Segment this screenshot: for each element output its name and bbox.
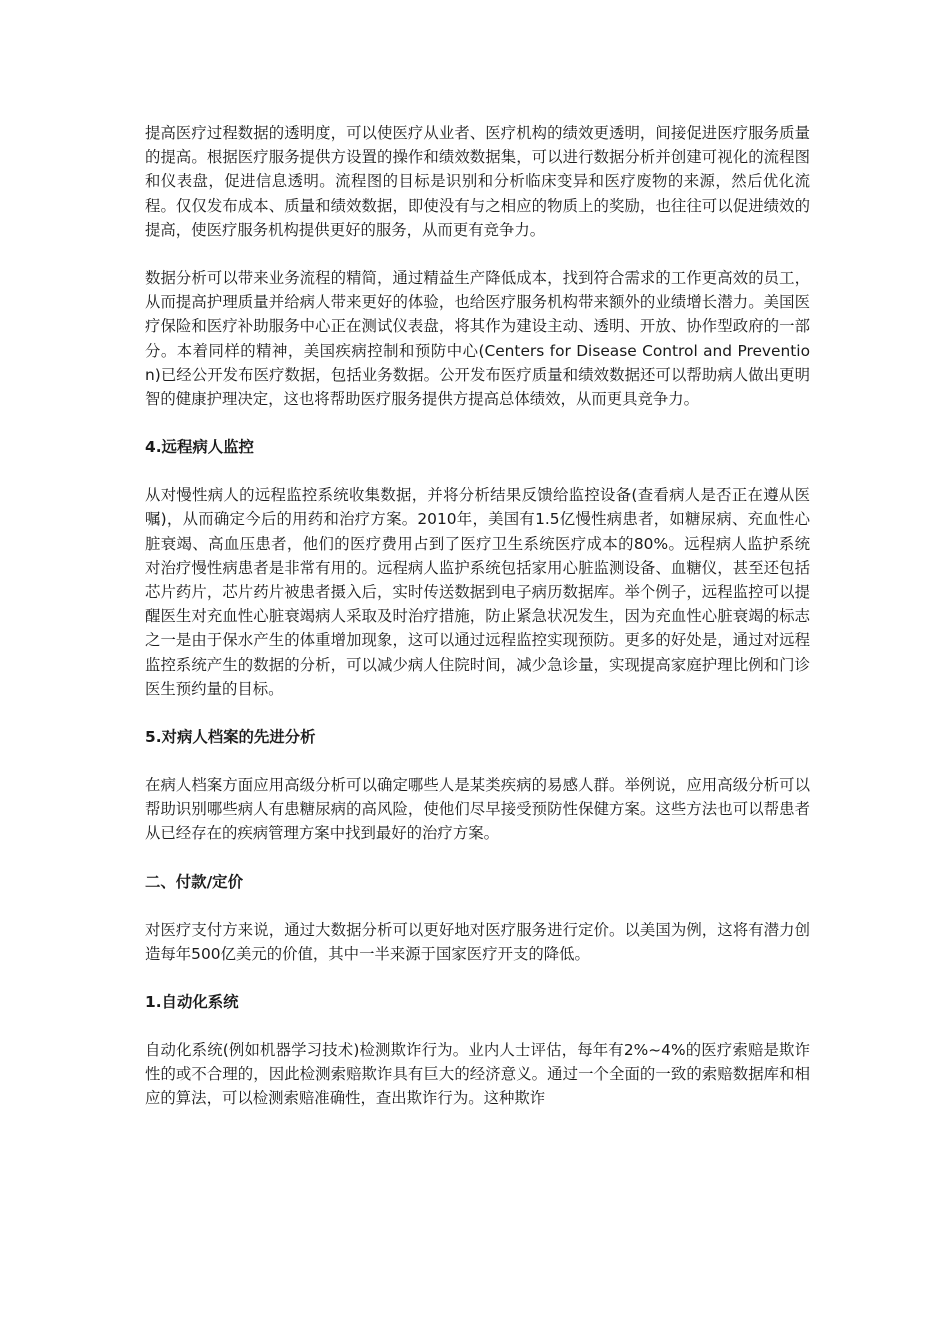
heading-patient-profile-analytics: 5.对病人档案的先进分析 xyxy=(145,728,316,747)
paragraph-payment-pricing: 对医疗支付方来说，通过大数据分析可以更好地对医疗服务进行定价。以美国为例，这将有潜力创造每年500亿美元的价值，其中一半来源于国家医疗开支的降低。 xyxy=(145,920,810,963)
paragraph-remote-monitoring: 从对慢性病人的远程监控系统收集数据，并将分析结果反馈给监控设备(查看病人是否正在遵从医嘱)，从而确定今后的用药和治疗方案。2010年，美国有1.5亿慢性病患者，如糖尿病、充血性心脏衰竭、高血压患者，他们的医疗费用占到了医疗卫生系统医疗成本的80%。远程病人监护系统对治疗慢性病患者是非常有用的。远程病人监护系统包括家用心脏监测设备、血糖仪，甚至还包括芯片药片，芯片药片被患者摄入后，实时传送数据到电子病历数据库。举个例子，远程监控可以提醒医生对充血性心脏衰竭病人采取及时治疗措施，防止紧急状况发生，因为充血性心脏衰竭的标志之一是由于保水产生的体重增加现象，这可以通过远程监控实现预防。更多的好处是，通过对远程监控系统产生的数据的分析，可以减少病人住院时间，减少急诊量，实现提高家庭护理比例和门诊医生预约量的目标。 xyxy=(145,486,810,698)
heading-automated-systems: 1.自动化系统 xyxy=(145,993,239,1012)
document-page xyxy=(145,121,810,1135)
paragraph-patient-profile-analytics: 在病人档案方面应用高级分析可以确定哪些人是某类疾病的易感人群。举例说，应用高级分析可以帮助识别哪些病人有患糖尿病的高风险，使他们尽早接受预防性保健方案。这些方法也可以帮患者从已经存在的疾病管理方案中找到最好的治疗方案。 xyxy=(145,776,810,843)
heading-payment-pricing: 二、付款/定价 xyxy=(145,872,243,891)
paragraph-data-analysis-benefits: 数据分析可以带来业务流程的精简，通过精益生产降低成本，找到符合需求的工作更高效的员工，从而提高护理质量并给病人带来更好的体验，也给医疗服务机构带来额外的业绩增长潜力。美国医疗保险和医疗补助服务中心正在测试仪表盘，将其作为建设主动、透明、开放、协作型政府的一部分。本着同样的精神，美国疾病控制和预防中心(Centers for Disease Control and Prevention)已经公开发布医疗数据，包括业务数据。公开发布医疗质量和绩效数据还可以帮助病人做出更明智的健康护理决定，这也将帮助医疗服务提供方提高总体绩效，从而更具竞争力。 xyxy=(145,269,810,409)
heading-remote-monitoring: 4.远程病人监控 xyxy=(145,438,254,457)
paragraph-automated-systems: 自动化系统(例如机器学习技术)检测欺诈行为。业内人士评估，每年有2%~4%的医疗索赔是欺诈性的或不合理的，因此检测索赔欺诈具有巨大的经济意义。通过一个全面的一致的索赔数据库和相应的算法，可以检测索赔准确性，查出欺诈行为。这种欺诈 xyxy=(145,1041,810,1108)
paragraph-process-transparency: 提高医疗过程数据的透明度，可以使医疗从业者、医疗机构的绩效更透明，间接促进医疗服务质量的提高。根据医疗服务提供方设置的操作和绩效数据集，可以进行数据分析并创建可视化的流程图和仪表盘，促进信息透明。流程图的目标是识别和分析临床变异和医疗废物的来源，然后优化流程。仅仅发布成本、质量和绩效数据，即使没有与之相应的物质上的奖励，也往往可以促进绩效的提高，使医疗服务机构提供更好的服务，从而更有竞争力。 xyxy=(145,124,810,239)
